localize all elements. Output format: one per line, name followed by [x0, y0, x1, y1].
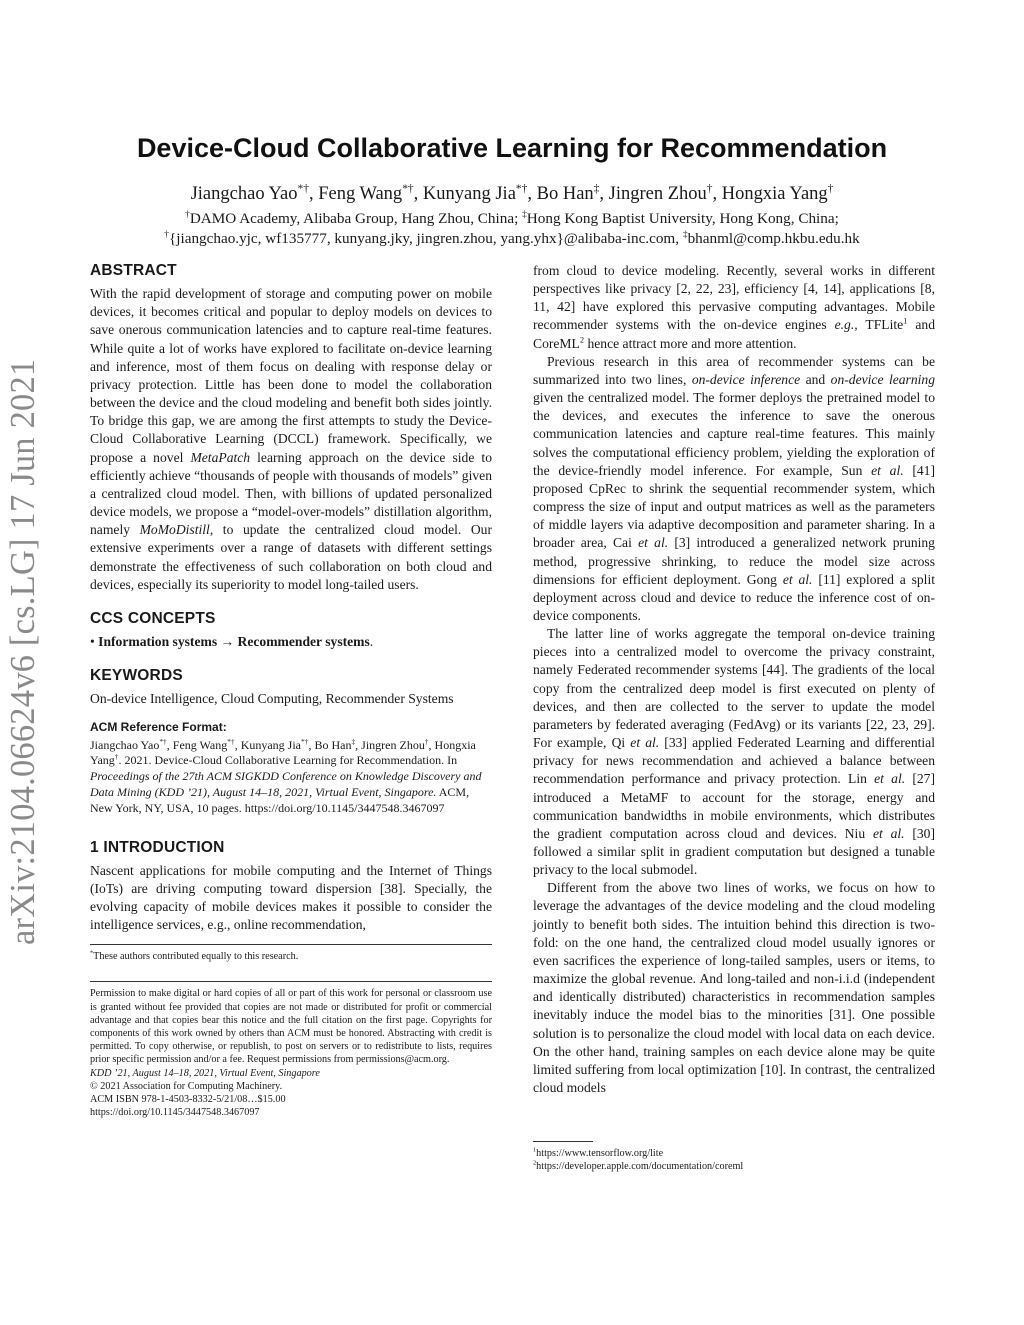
intro-paragraph-2: Previous research in this area of recommender systems can be summarized into two lines, on-device inference and on-device learning given the centralized model. The former deploys the pretrained model to the devices, and executes the inference to save the onerous communication latencies and capture real-time features. This mainly solves the computational efficiency problem, yielding the exploration of the device-friendly model inference. For example, Sun et al. [41] proposed CpRec to shrink the sequential recommender system, which compress the size of input and output matrices as well as the parameters of middle layers via adaptive decomposition and parameter sharing. In a broader area, Cai et al. [3] introduced a generalized network pruning method, progressive shrinking, to reduce the model size across dimensions for efficient deployment. Gong et al. [11] explored a split deployment across cloud and device to reduce the inference cost of on-device components. [533, 353, 936, 623]
intro-paragraph-continued: from cloud to device modeling. Recently, several works in different perspectives like privacy [2, 22, 23], efficiency [4, 14], applications [8, 11, 42] have explored this pervasive computing advantages. Mobile recommender systems with the on-device engines e.g., TFLite$^1$ and CoreML$^2$ hence attract more and more attention. [533, 263, 935, 351]
permission-venue: KDD ’21, August 14–18, 2021, Virtual Event, Singapore [90, 1067, 320, 1079]
ccs-heading: CCS CONCEPTS [90, 609, 216, 627]
ccs-concepts: • Information systems → Recommender systems. [90, 633, 374, 649]
permission-copyright: © 2021 Association for Computing Machinery. [90, 1080, 283, 1092]
emails-line: †{jiangchao.yjc, wf135777, kunyang.jky, jingren.zhou, yang.yhx}@alibaba-inc.com, ‡bhanml@comp.hkbu.edu.hk [164, 229, 860, 247]
left-column [90, 262, 492, 1119]
intro-paragraph-1: Nascent applications for mobile computing and the Internet of Things (IoTs) are driving computing toward dispersion [38]. Specially, the evolving capacity of mobile devices makes it possible to consider the intelligence services, e.g., online recommendation, [90, 862, 492, 933]
acm-reference-body: Jiangchao Yao*†, Feng Wang*†, Kunyang Jia*†, Bo Han‡, Jingren Zhou†, Hongxia Yang†. 2021. Device-Cloud Collaborative Learning for Recommendation. In Proceedings of the 27th ACM SIGKDD Conference on Knowledge Discovery and Data Mining (KDD ’21), August 14–18, 2021, Virtual Event, Singapore. ACM, New York, NY, USA, 10 pages. https://doi.org/10.1145/3447548.3467097 [90, 736, 482, 815]
permission-text: Permission to make digital or hard copies of all or part of this work for personal or classroom use is granted without fee provided that copies are not made or distributed for profit or commercial advantage and that copies bear this notice and the full citation on the first page. Copyrights for components of this work owned by others than ACM must be honored. Abstracting with credit is permitted. To copy otherwise, or republish, to post on servers or to redistribute to lists, requires prior specific permission and/or a fee. Request permissions from permissions@acm.org. [90, 988, 492, 1066]
intro-paragraph-3: The latter line of works aggregate the temporal on-device training pieces into a centralized model to overcome the privacy constraint, namely Federated recommender systems [44]. The gradients of the local copy from the centralized deep model is first executed on plenty of devices, and then are collected to the server to update the model parameters by federated averaging (FedAvg) or its variants [22, 23, 29]. For example, Qi et al. [33] applied Federated Learning and differential privacy for news recommendation and achieved a balance between recommendation performance and privacy protection. Lin et al. [27] introduced a MetaMF to account for the storage, energy and communication bandwidths in mobile environments, which distributes the gradient computation across cloud and devices. Niu et al. [30] followed a similar split in gradient computation but designed a tunable privacy to the local submodel. [533, 626, 936, 878]
author-name: Kunyang Jia [422, 184, 516, 204]
abstract-heading: ABSTRACT [90, 262, 177, 279]
permission-divider [90, 981, 492, 982]
author-mark: † [827, 182, 834, 195]
abstract-text: With the rapid development of storage and computing power on mobile devices, it becomes critical and popular to deploy models on devices to save onerous communication latencies and to capture real-time features. While quite a lot of works have explored to facilitate on-device learning and inference, most of them focus on dealing with response delay or privacy protection. Little has been done to model the collaboration between the device and the cloud modeling and benefit both sides jointly. To bridge this gap, we are among the first attempts to study the Device-Cloud Collaborative Learning (DCCL) framework. Specifically, we propose a novel MetaPatch learning approach on the device side to efficiently achieve “thousands of people with thousands of models” given a centralized cloud model. Then, with billions of updated personalized device models, we propose a “model-over-models” distillation algorithm, namely MoMoDistill, to update the centralized cloud model. Our extensive experiments over a range of datasets with different settings demonstrate the effectiveness of such collaboration on both cloud and devices, especially its superiority to model long-tailed users. [90, 286, 492, 592]
author-name: Hongxia Yang [721, 184, 828, 204]
paper-title: Device-Cloud Collaborative Learning for Recommendation [136, 133, 888, 163]
permission-isbn: ACM ISBN 978-1-4503-8332-5/21/08…$15.00 [90, 1093, 286, 1105]
author-name: Jingren Zhou [608, 184, 707, 204]
author-mark: *† [402, 182, 414, 195]
arxiv-side-stamp: arXiv:2104.06624v6 [cs.LG] 17 Jun 2021 [4, 358, 42, 945]
right-column [533, 262, 935, 1173]
author-mark: *† [297, 182, 309, 195]
author-name: Bo Han [536, 184, 594, 204]
equal-contribution-footnote: *These authors contributed equally to this research. [90, 949, 299, 963]
permission-block [90, 987, 492, 1119]
author-mark: *† [515, 182, 528, 195]
email-alibaba[interactable]: {jiangchao.yjc, wf135777, kunyang.jky, jingren.zhou, yang.yhx}@alibaba-inc.com, [168, 230, 683, 247]
author-mark: ‡ [593, 182, 600, 195]
author-mark: † [706, 182, 713, 195]
footnote-divider [90, 944, 492, 945]
email-hkbu[interactable]: bhanml@comp.hkbu.edu.hk [687, 230, 860, 247]
footnote-coreml: $^2$https://developer.apple.com/documentation/coreml [533, 1159, 744, 1173]
author-list: Jiangchao Yao*†, Feng Wang*†, Kunyang Jia*†, Bo Han‡, Jingren Zhou†, Hongxia Yang† [190, 182, 834, 204]
affiliation-hkbu: Hong Kong Baptist University, Hong Kong, China; [526, 210, 839, 227]
author-name: Feng Wang [318, 184, 403, 204]
keywords-heading: KEYWORDS [90, 667, 183, 685]
right-footnote-divider [533, 1141, 593, 1142]
acm-reference [90, 718, 492, 816]
keywords-text: On-device Intelligence, Cloud Computing, Recommender Systems [90, 691, 454, 707]
affiliations-line: †DAMO Academy, Alibaba Group, Hang Zhou, China; ‡Hong Kong Baptist University, Hong Kong, China; [185, 209, 839, 227]
permission-doi[interactable]: https://doi.org/10.1145/3447548.3467097 [90, 1107, 260, 1119]
acm-reference-heading: ACM Reference Format: [90, 720, 227, 735]
affiliation-damo: DAMO Academy, Alibaba Group, Hang Zhou, China; [189, 210, 523, 227]
intro-paragraph-4: Different from the above two lines of works, we focus on how to leverage the advantages of the device modeling and the cloud modeling jointly to benefit both sides. The intuition behind this direction is two-fold: on the one hand, the centralized cloud model usually ignores or even sacrifices the experience of long-tailed samples, users or items, to maximize the global revenue. And long-tailed and non-i.i.d (independent and identically distributed) characteristics in recommendation samples inevitably induce the model bias to the minorities [31]. One possible solution is to personalize the cloud model with local data on each device. On the other hand, training samples on each device alone may be quite limited suffering from local optimization [10]. In contrast, the centralized cloud models [533, 880, 935, 1096]
introduction-heading: 1 INTRODUCTION [90, 838, 225, 856]
author-name: Jiangchao Yao [190, 184, 298, 204]
footnote-tflite: $^1$https://www.tensorflow.org/lite [533, 1146, 664, 1160]
